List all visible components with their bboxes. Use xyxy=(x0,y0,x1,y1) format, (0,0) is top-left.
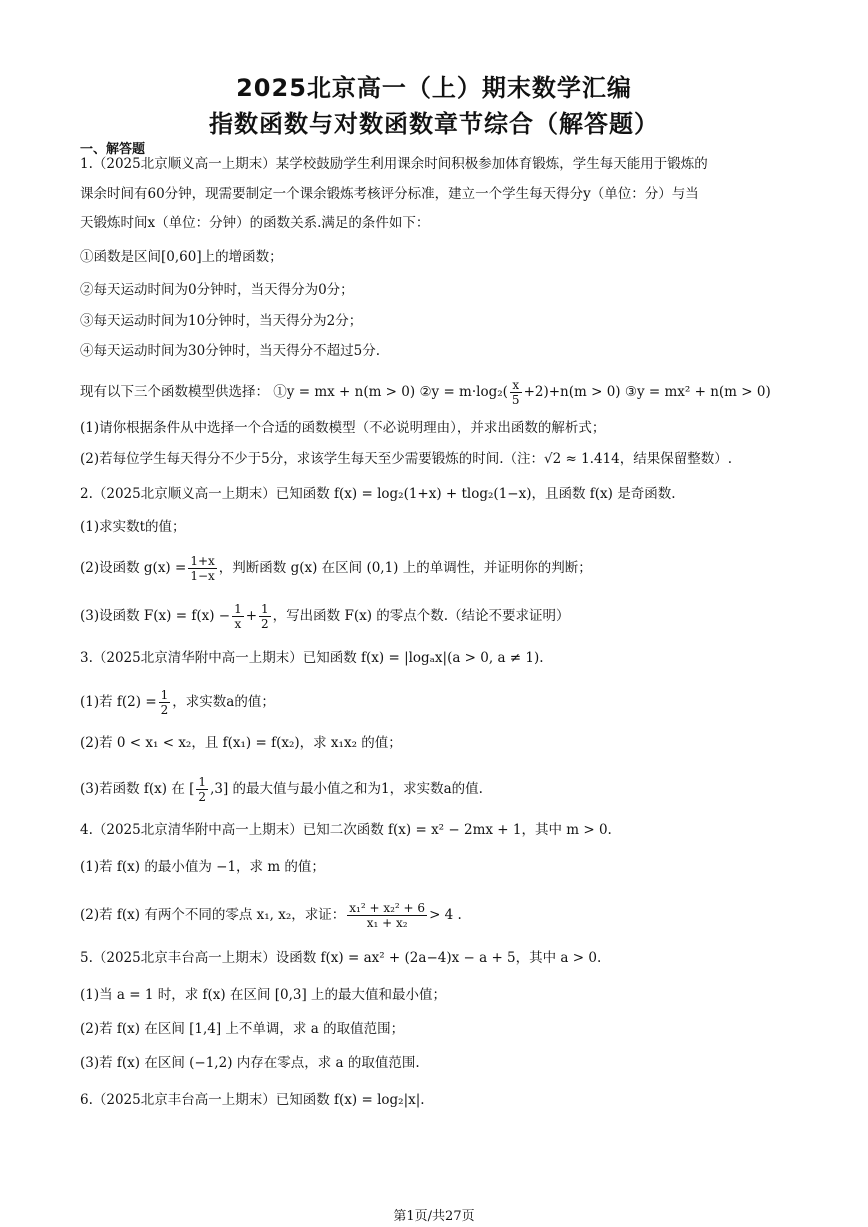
q6-line: 6.（2025北京丰台高一上期末）已知函数 f(x) = log₂|x|. xyxy=(80,1092,425,1108)
q1-model-1: ①y = mx + n(m > 0) xyxy=(273,384,416,400)
q4-line: 4.（2025北京清华附中高一上期末）已知二次函数 f(x) = x² − 2mx + 1，其中 m > 0. xyxy=(80,822,612,838)
fraction-numerator: 1 xyxy=(261,602,269,616)
q1-condition-4: ④每天运动时间为30分钟时，当天得分不超过5分. xyxy=(80,343,381,359)
q2-F-fraction-1 xyxy=(232,602,244,631)
section-heading: 一、解答题 xyxy=(80,142,146,157)
q4-part-2b: > 4 . xyxy=(429,907,462,923)
fraction-denominator: 2 xyxy=(198,790,207,804)
fraction-numerator: 1 xyxy=(198,775,207,789)
q2-part-1: (1)求实数t的值； xyxy=(80,519,186,535)
fraction-denominator: 2 xyxy=(160,703,169,717)
q2-part-3 xyxy=(80,602,800,631)
fraction-numerator: x₁² + x₂² + 6 xyxy=(349,901,426,915)
q3-part-1 xyxy=(80,688,800,717)
q1-models xyxy=(80,378,800,407)
q1-model-2-fraction xyxy=(510,378,522,407)
fraction-numerator: 1 xyxy=(160,688,169,702)
fraction-denominator: x₁ + x₂ xyxy=(366,916,408,930)
fraction-numerator: x xyxy=(510,378,522,393)
q1-line3: 天锻炼时间x（单位：分钟）的函数关系.满足的条件如下： xyxy=(80,215,430,231)
fraction-denominator: x xyxy=(234,617,242,631)
q5-line: 5.（2025北京丰台高一上期末）设函数 f(x) = ax² + (2a−4)x − a + 5，其中 a > 0. xyxy=(80,950,602,966)
q3-part-3a: (3)若函数 f(x) 在 [ xyxy=(80,781,195,797)
q3-interval-fraction xyxy=(196,775,208,804)
fraction-denominator: 5 xyxy=(511,393,520,407)
q2-part-3b: ，写出函数 F(x) 的零点个数.（结论不要求证明） xyxy=(272,608,570,624)
q1-condition-1: ①函数是区间[0,60]上的增函数； xyxy=(80,249,283,265)
q2-part-3-plus: + xyxy=(245,608,258,624)
q1-part-2: (2)若每位学生每天得分不少于5分，求该学生每天至少需要锻炼的时间.（注：√2 ≈ 1.414，结果保留整数）. xyxy=(80,451,733,467)
q5-part-2: (2)若 f(x) 在区间 [1,4] 上不单调，求 a 的取值范围； xyxy=(80,1021,405,1037)
q2-part-2a: (2)设函数 g(x) = xyxy=(80,560,187,576)
q3-line: 3.（2025北京清华附中高一上期末）已知函数 f(x) = |logₐx|(a > 0, a ≠ 1). xyxy=(80,650,544,666)
q2-g-fraction xyxy=(188,554,216,583)
q5-part-1: (1)当 a = 1 时，求 f(x) 在区间 [0,3] 上的最大值和最小值； xyxy=(80,987,447,1003)
fraction-numerator: 1 xyxy=(234,602,242,616)
q4-part-2a: (2)若 f(x) 有两个不同的零点 x₁, x₂，求证： xyxy=(80,907,346,923)
q2-line: 2.（2025北京顺义高一上期末）已知函数 f(x) = log₂(1+x) + tlog₂(1−x)，且函数 f(x) 是奇函数. xyxy=(80,486,676,502)
q2-part-2b: ，判断函数 g(x) 在区间 (0,1) 上的单调性，并证明你的判断； xyxy=(218,560,592,576)
fraction-denominator: 2 xyxy=(261,617,269,631)
page-number: 第1页/共27页 xyxy=(393,1209,475,1224)
q3-part-3 xyxy=(80,775,800,804)
q1-models-prefix: 现有以下三个函数模型供选择： xyxy=(80,384,269,400)
q3-part-2: (2)若 0 < x₁ < x₂，且 f(x₁) = f(x₂)，求 x₁x₂ 的值； xyxy=(80,735,402,751)
q1-line1: 1.（2025北京顺义高一上期末）某学校鼓励学生利用课余时间积极参加体育锻炼，学生每天能用于锻炼的 xyxy=(80,156,708,172)
q2-part-3a: (3)设函数 F(x) = f(x) − xyxy=(80,608,231,624)
q4-part-1: (1)若 f(x) 的最小值为 −1，求 m 的值； xyxy=(80,859,325,875)
q2-part-2 xyxy=(80,554,800,583)
q2-F-fraction-2 xyxy=(259,602,271,631)
q3-half-fraction xyxy=(159,688,171,717)
q1-part-1: (1)请你根据条件从中选择一个合适的函数模型（不必说明理由），并求出函数的解析式； xyxy=(80,420,606,436)
q3-part-3b: ,3] 的最大值与最小值之和为1，求实数a的值. xyxy=(210,781,483,797)
doc-title-line1: 2025北京高一（上）期末数学汇编 xyxy=(236,74,632,102)
q1-line2: 课余时间有60分钟，现需要制定一个课余锻炼考核评分标准，建立一个学生每天得分y（单位：分）与当 xyxy=(80,186,699,202)
q4-part-2 xyxy=(80,901,800,930)
q1-model-2a: ②y = m·log₂( xyxy=(419,384,508,400)
q1-condition-2: ②每天运动时间为0分钟时，当天得分为0分； xyxy=(80,282,354,298)
q4-proof-fraction xyxy=(347,901,427,930)
q3-part-1b: ，求实数a的值； xyxy=(172,694,275,710)
q1-model-3: ③y = mx² + n(m > 0) xyxy=(624,384,771,400)
q1-model-2b: +2)+n(m > 0) xyxy=(523,384,621,400)
q5-part-3: (3)若 f(x) 在区间 (−1,2) 内存在零点，求 a 的取值范围. xyxy=(80,1055,420,1071)
doc-title-line2: 指数函数与对数函数章节综合（解答题） xyxy=(209,110,659,138)
fraction-numerator: 1+x xyxy=(190,554,215,568)
fraction-denominator: 1−x xyxy=(190,569,215,583)
q3-part-1a: (1)若 f(2) = xyxy=(80,694,157,710)
q1-condition-3: ③每天运动时间为10分钟时，当天得分为2分； xyxy=(80,313,363,329)
